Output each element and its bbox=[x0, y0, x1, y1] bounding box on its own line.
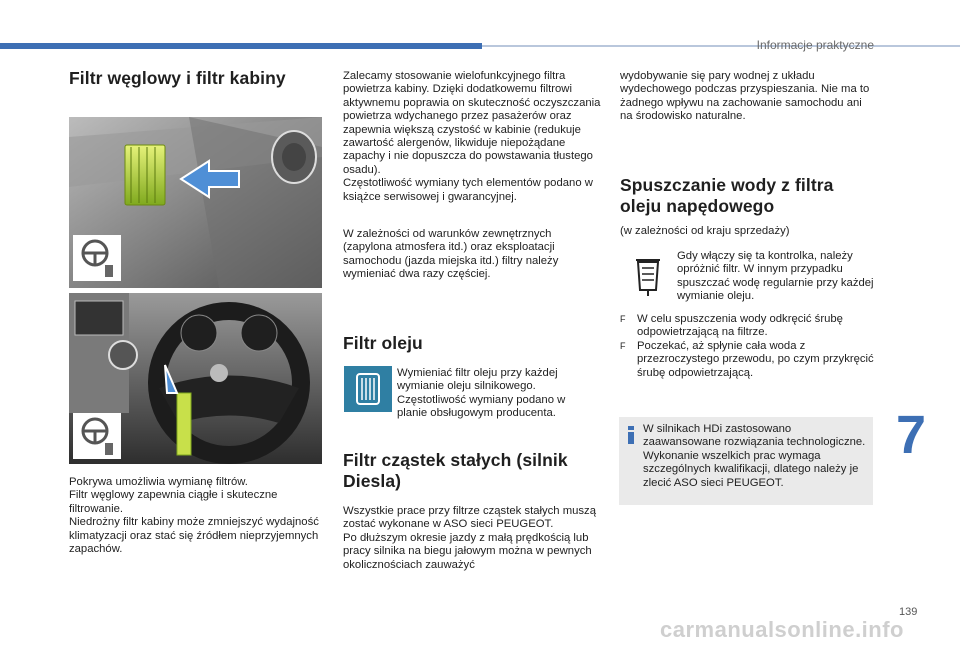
watermark: carmanualsonline.info bbox=[660, 617, 904, 642]
bullet-mark: F bbox=[620, 314, 626, 324]
dashboard-photo bbox=[69, 293, 322, 464]
info-icon bbox=[627, 426, 635, 444]
particle-filter-title: Filtr cząstek stałych (silnik Diesla) bbox=[343, 450, 568, 491]
chapter-number: 7 bbox=[896, 405, 927, 465]
cabin-filter-intro: Zalecamy stosowanie wielofunkcyjnego filtra powietrza kabiny. Dzięki dodatkowemu filtrowi aktywnemu poprawia on skuteczność oczyszczania powietrza wdychanego przez pasażerów oraz zapewnia większą czystość w kabinie (redukuje zawartość alergenów, likwiduje niepożądane zapachy i nie dopuszcza do powstawania tłustego osadu). Częstotliwość wymiany tych elementów podano w książce serwisowej i gwarancyjnej. bbox=[343, 70, 601, 203]
cabin-filter-title: Filtr węglowy i filtr kabiny bbox=[69, 68, 286, 88]
hdi-info-text: W silnikach HDi zastosowano zaawansowane rozwiązania technologiczne. Wykonanie wszelkich prac wymaga szczególnych kwalifikacji, dlatego należy je zlecić ASO sieci PEUGEOT. bbox=[643, 423, 866, 489]
steering-wheel-icon bbox=[73, 235, 121, 281]
oil-filter-title: Filtr oleju bbox=[343, 333, 423, 353]
steering-wheel-icon-2 bbox=[73, 413, 121, 459]
particle-filter-text: Wszystkie prace przy filtrze cząstek stałych muszą zostać wykonane w ASO sieci PEUGEOT. Po dłuższym okresie jazdy z małą prędkością lub pracy silnika na biegu jałowym można w pewnych okolicznościach zauważyć bbox=[343, 505, 596, 571]
list-item: F W celu spuszczenia wody odkręcić śrubę odpowietrzającą na filtrze. bbox=[620, 313, 843, 339]
drain-steps bbox=[620, 313, 874, 380]
bullet-mark: F bbox=[620, 340, 626, 351]
exhaust-steam-text: wydobywanie się pary wodnej z układu wydechowego podczas przyspieszania. Nie ma to żadnego wpływu na zachowanie samochodu ani na środowisko naturalne. bbox=[620, 70, 870, 123]
country-note: (w zależności od kraju sprzedaży) bbox=[620, 225, 790, 237]
water-in-fuel-warning-icon bbox=[624, 252, 672, 298]
header-rule bbox=[482, 45, 960, 47]
oil-filter-icon bbox=[344, 366, 392, 412]
list-item: F Poczekać, aż spłynie cała woda z przezroczystego przewodu, po czym przykręcić śrubę odpowietrzającą. bbox=[620, 339, 874, 379]
page-number: 139 bbox=[899, 606, 918, 618]
warning-light-text: Gdy włączy się ta kontrolka, należy opróżnić filtr. W innym przypadku spuszczać wodę regularnie przy każdej wymianie oleju. bbox=[677, 250, 874, 303]
hdi-info-box bbox=[619, 417, 873, 505]
section-header: Informacje praktyczne bbox=[756, 38, 874, 52]
header-accent-bar bbox=[0, 43, 482, 49]
oil-filter-text: Wymieniać filtr oleju przy każdej wymianie oleju silnikowego. Częstotliwość wymiany podano w planie obsługowym producenta. bbox=[397, 367, 566, 420]
fuel-filter-drain-title: Spuszczanie wody z filtra oleju napędowego bbox=[620, 175, 834, 216]
cabin-filter-caption: Pokrywa umożliwia wymianę filtrów. Filtr węglowy zapewnia ciągłe i skuteczne filtrowanie. Niedrożny filtr kabiny może zmniejszyć wydajność klimatyzacji oraz stać się źródłem nieprzyjemnych zapachów. bbox=[69, 476, 319, 556]
cabin-filter-photo bbox=[69, 117, 322, 288]
replacement-interval-text: W zależności od warunków zewnętrznych (zapylona atmosfera itd.) oraz eksploatacji samochodu (jazda miejska itd.) filtry należy wymieniać dwa razy częściej. bbox=[343, 228, 559, 281]
